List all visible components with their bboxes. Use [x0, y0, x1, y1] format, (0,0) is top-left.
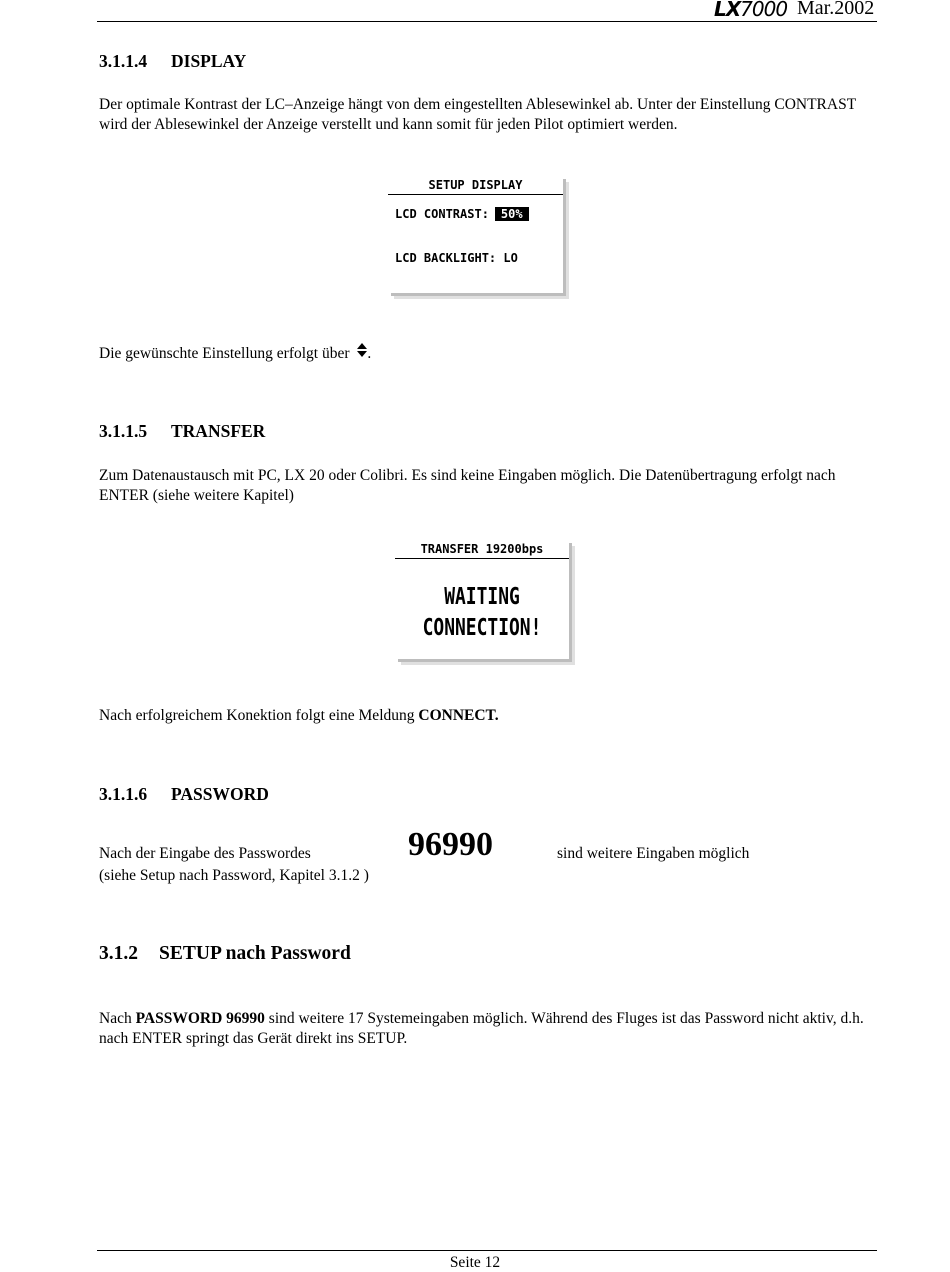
logo — [714, 0, 787, 21]
lcd-contrast-row — [395, 207, 529, 221]
section-title: SETUP nach Password — [159, 943, 351, 964]
transfer-status — [414, 582, 550, 644]
screen-title: SETUP DISPLAY — [428, 178, 523, 192]
transfer-result-prefix: Nach erfolgreichem Konektion folgt eine Meldung — [99, 707, 415, 724]
page-number: Seite 12 — [449, 1254, 501, 1271]
logo-brand: LX — [714, 0, 741, 21]
display-instruction-end: . — [367, 345, 372, 362]
display-instruction-text: Die gewünschte Einstellung erfolgt über — [99, 345, 350, 362]
section-number: 3.1.1.6 — [99, 784, 148, 804]
screen-title: TRANSFER 19200bps — [420, 542, 544, 556]
footer-divider — [97, 1250, 877, 1251]
section-title: DISPLAY — [171, 51, 247, 71]
section-heading-transfer — [99, 421, 265, 442]
section-title: PASSWORD — [171, 784, 269, 804]
section-number: 3.1.1.4 — [99, 51, 148, 71]
screen-divider — [395, 558, 569, 559]
section-number: 3.1.1.5 — [99, 421, 148, 441]
section-title: TRANSFER — [171, 421, 266, 441]
display-instruction — [99, 343, 869, 364]
lcd-contrast-value: 50% — [495, 207, 529, 221]
section-heading-display — [99, 51, 246, 72]
lcd-backlight-row — [395, 251, 518, 265]
section-heading-password — [99, 784, 269, 805]
password-code: 96990 — [408, 826, 493, 863]
setup-text-pre: Nach — [99, 1010, 132, 1027]
display-paragraph: Der optimale Kontrast der LC–Anzeige hängt von dem eingestellten Ablesewinkel ab. Unter der Einstellung CONTRAST wird der Ablesewinkel der Anzeige verstellt und kann somit für jeden Pilot optimiert werden. — [99, 96, 856, 133]
transfer-status-line2: CONNECTION! — [422, 615, 542, 641]
section-number: 3.1.2 — [99, 943, 138, 964]
password-text-right: sind weitere Eingaben möglich — [557, 845, 750, 862]
setup-text-post: sind weitere 17 Systemeingaben möglich. Während des Fluges ist das Password nicht aktiv, d.h. nach ENTER springt das Gerät direkt ins SETUP. — [99, 1010, 864, 1047]
screen-divider — [388, 194, 563, 195]
lcd-backlight-value: LO — [503, 251, 518, 265]
connect-keyword: CONNECT. — [418, 707, 499, 724]
setup-paragraph — [99, 1009, 869, 1049]
header-divider — [97, 21, 877, 22]
logo-model: 7000 — [740, 0, 788, 21]
transfer-paragraph: Zum Datenaustausch mit PC, LX 20 oder Colibri. Es sind keine Eingaben möglich. Die Datenübertragung erfolgt nach ENTER (siehe weitere Kapitel) — [99, 467, 836, 504]
transfer-screen — [395, 540, 569, 659]
setup-password-bold: PASSWORD 96990 — [135, 1010, 265, 1027]
transfer-status-line1: WAITING — [444, 584, 520, 610]
lcd-backlight-label: LCD BACKLIGHT: — [395, 251, 497, 265]
header-date: Mar.2002 — [797, 0, 875, 19]
up-down-arrows-icon — [357, 343, 367, 357]
transfer-result-text — [99, 706, 869, 726]
section-heading-setup — [99, 943, 351, 965]
setup-display-screen — [388, 176, 563, 293]
password-text-left: Nach der Eingabe des Passwordes — [99, 845, 311, 862]
password-reference: (siehe Setup nach Password, Kapitel 3.1.2 ) — [99, 867, 369, 884]
lcd-contrast-label: LCD CONTRAST: — [395, 207, 489, 221]
